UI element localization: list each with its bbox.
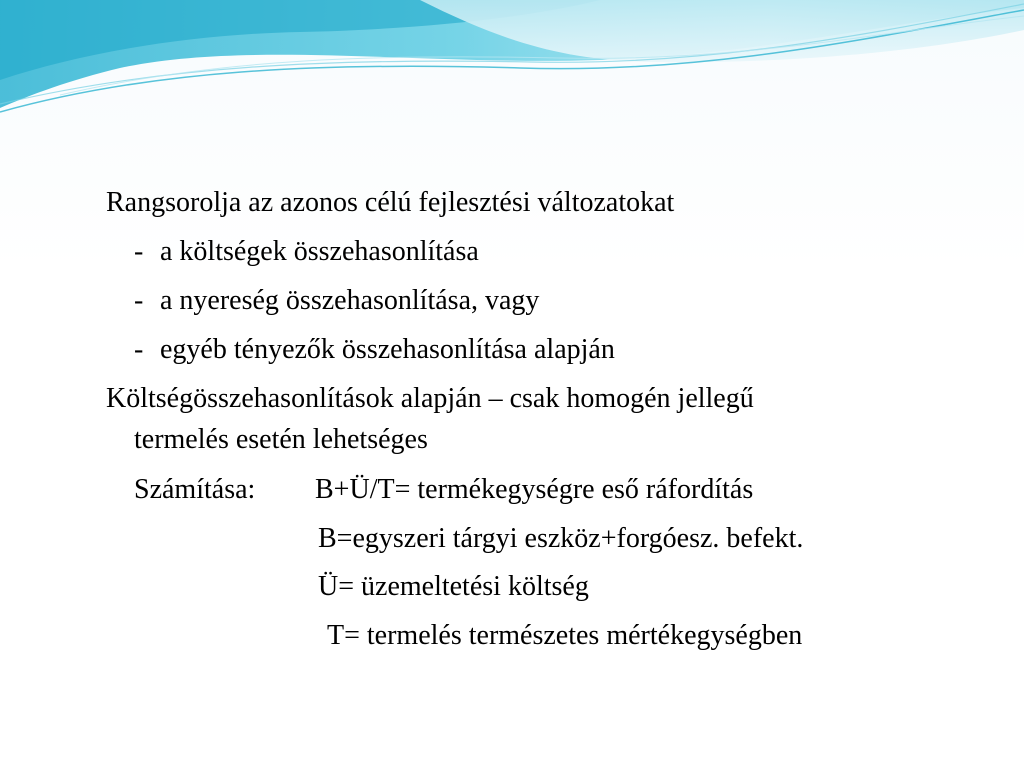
definition-line: B=egyszeri tárgyi eszköz+forgóesz. befekt. <box>318 523 804 554</box>
definition-line: Ü= üzemeltetési költség <box>318 571 589 602</box>
bullet-dash: - <box>134 236 144 267</box>
calc-label: Számítása: <box>134 474 256 505</box>
calc-formula: B+Ü/T= termékegységre eső ráfordítás <box>315 474 754 505</box>
bullet-item <box>134 235 479 269</box>
paragraph-line-1: Költségösszehasonlítások alapján – csak homogén jellegű <box>106 383 754 414</box>
bullet-dash: - <box>134 334 144 365</box>
bullet-text: a nyereség összehasonlítása, vagy <box>160 285 540 316</box>
bullet-dash: - <box>134 285 144 316</box>
bullet-item <box>134 284 539 318</box>
bullet-text: egyéb tényezők összehasonlítása alapján <box>160 334 615 365</box>
bullet-item <box>134 333 615 367</box>
paragraph-line-2: termelés esetén lehetséges <box>134 424 428 455</box>
bullet-text: a költségek összehasonlítása <box>160 236 479 267</box>
definition-line: T= termelés természetes mértékegységben <box>327 620 803 651</box>
intro-text: Rangsorolja az azonos célú fejlesztési változatokat <box>106 187 675 218</box>
